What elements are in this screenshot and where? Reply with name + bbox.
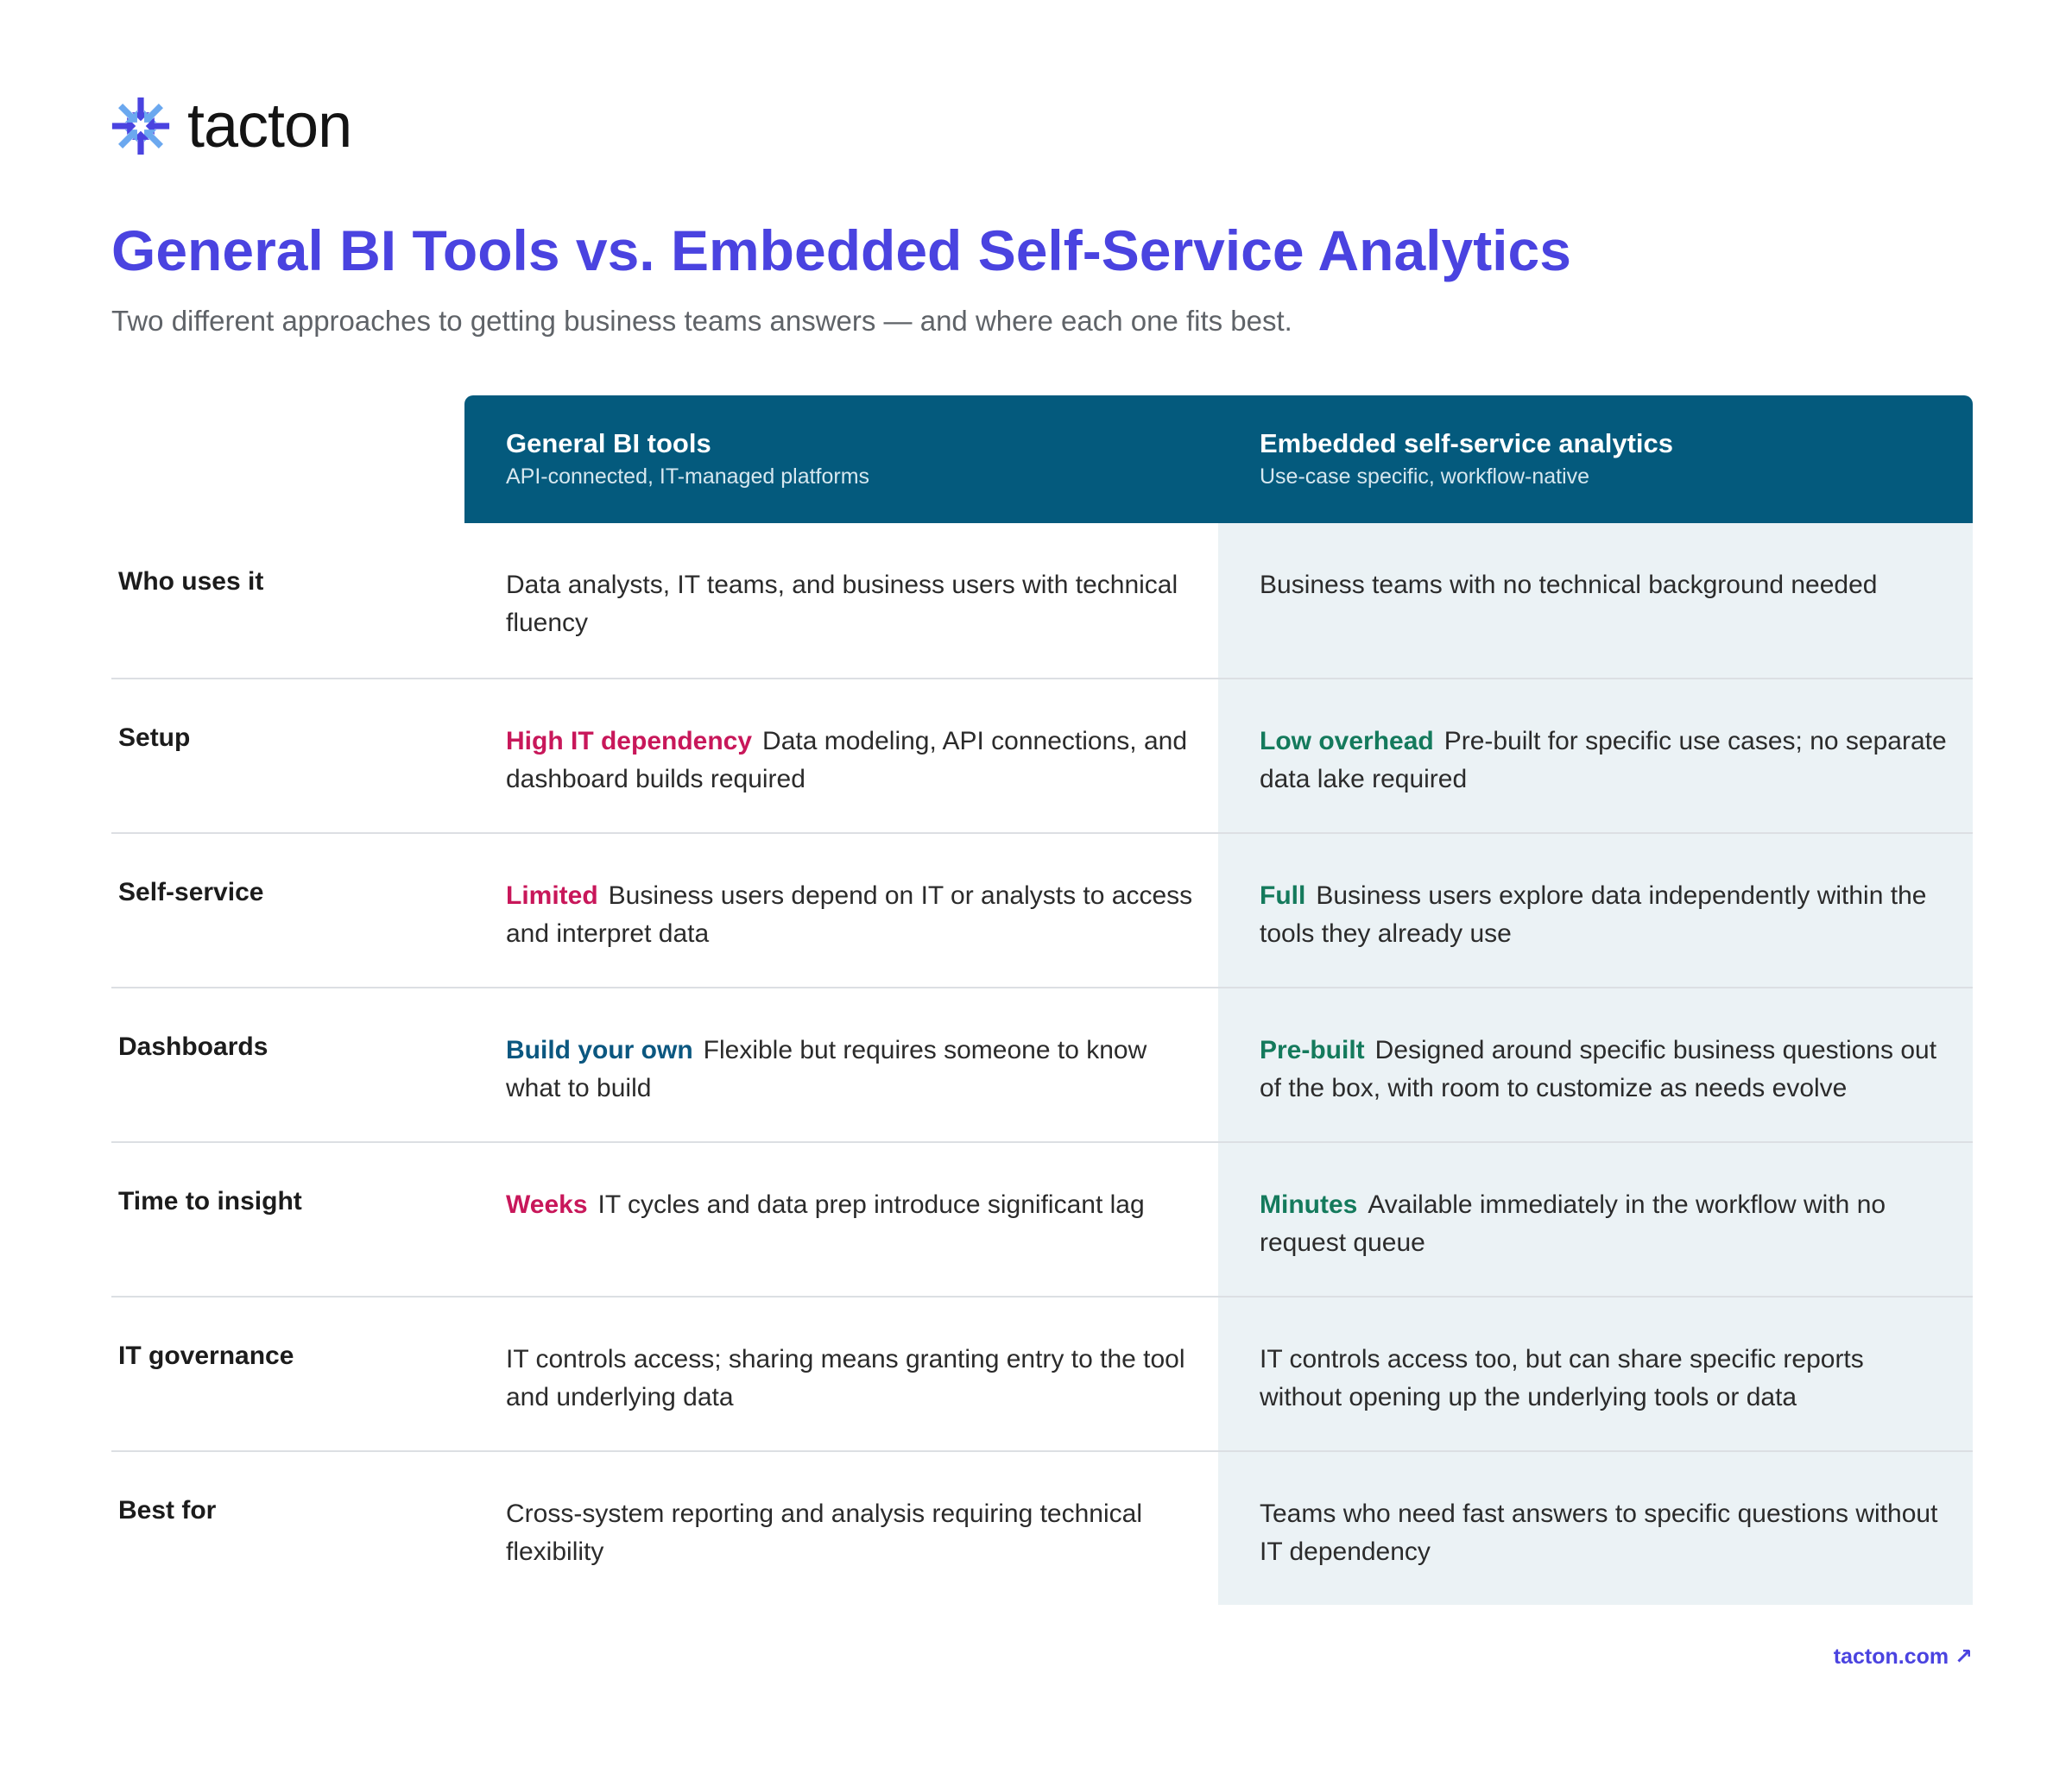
cell-tag: Low overhead <box>1260 727 1434 755</box>
column-title: Embedded self-service analytics <box>1260 428 1674 458</box>
row-label: IT governance <box>118 1342 294 1370</box>
table-row <box>111 1450 1973 1605</box>
cell-text: Available immediately in the workflow with no request queue <box>1260 1190 1886 1257</box>
page-title: General BI Tools vs. Embedded Self-Service Analytics <box>111 218 1571 282</box>
column-header-embedded-analytics <box>1260 426 1673 492</box>
row-label: Setup <box>118 723 191 752</box>
table-row <box>111 1296 1973 1450</box>
embedded-cell <box>1260 566 1950 604</box>
table-row <box>111 832 1973 987</box>
row-label: Best for <box>118 1496 217 1525</box>
table-row <box>111 987 1973 1141</box>
table-row <box>111 523 1973 678</box>
column-header-general-bi <box>506 426 869 492</box>
embedded-cell <box>1260 723 1950 799</box>
column-subtitle: API-connected, IT-managed platforms <box>506 464 870 489</box>
row-label: Dashboards <box>118 1032 268 1061</box>
row-label: Who uses it <box>118 567 264 596</box>
column-title: General BI tools <box>506 428 711 458</box>
cell-text: Data analysts, IT teams, and business users with technical fluency <box>506 571 1178 637</box>
column-subtitle: Use-case specific, workflow-native <box>1260 464 1590 489</box>
general-bi-cell <box>506 1186 1197 1224</box>
general-bi-cell <box>506 1341 1197 1417</box>
cell-tag: Minutes <box>1260 1190 1358 1219</box>
general-bi-cell <box>506 1495 1197 1571</box>
tacton-arrows-logo-icon <box>110 95 172 157</box>
cell-text: Pre-built for specific use cases; no separate data lake required <box>1260 727 1947 793</box>
cell-text: Business users depend on IT or analysts to access and interpret data <box>506 881 1193 948</box>
cell-tag: Build your own <box>506 1036 693 1064</box>
brand-logo[interactable] <box>110 92 352 161</box>
brand-wordmark: tacton <box>187 92 352 161</box>
cell-text: IT cycles and data prep introduce significant lag <box>597 1190 1145 1219</box>
cell-text: Flexible but requires someone to know what to build <box>506 1036 1147 1102</box>
row-label: Time to insight <box>118 1187 302 1216</box>
cell-text: Business users explore data independently within the tools they already use <box>1260 881 1927 948</box>
cell-tag: Pre-built <box>1260 1036 1365 1064</box>
general-bi-cell <box>506 566 1197 642</box>
cell-tag: Limited <box>506 881 598 910</box>
general-bi-cell <box>506 723 1197 799</box>
embedded-cell <box>1260 1341 1950 1417</box>
embedded-cell <box>1260 1032 1950 1108</box>
cell-tag: Full <box>1260 881 1306 910</box>
table-row <box>111 1141 1973 1296</box>
cell-tag: Weeks <box>506 1190 588 1219</box>
general-bi-cell <box>506 1032 1197 1108</box>
cell-text: IT controls access; sharing means granting entry to the tool and underlying data <box>506 1345 1185 1411</box>
cell-text: IT controls access too, but can share specific reports without opening up the underlying tools or data <box>1260 1345 1864 1411</box>
cell-text: Cross-system reporting and analysis requiring technical flexibility <box>506 1500 1142 1566</box>
table-header <box>111 395 1973 523</box>
general-bi-cell <box>506 877 1197 953</box>
page-subtitle: Two different approaches to getting business teams answers — and where each one fits best. <box>111 305 1292 337</box>
embedded-cell <box>1260 1495 1950 1571</box>
embedded-cell <box>1260 877 1950 953</box>
website-link[interactable]: tacton.com ↗ <box>1833 1645 1973 1669</box>
cell-text: Teams who need fast answers to specific questions without IT dependency <box>1260 1500 1938 1566</box>
cell-text: Business teams with no technical background needed <box>1260 571 1878 599</box>
cell-text: Data modeling, API connections, and dashboard builds required <box>506 727 1188 793</box>
table-row <box>111 678 1973 832</box>
embedded-cell <box>1260 1186 1950 1262</box>
comparison-table <box>111 395 1973 1605</box>
row-label: Self-service <box>118 878 264 906</box>
cell-tag: High IT dependency <box>506 727 753 755</box>
cell-text: Designed around specific business questions out of the box, with room to customize as needs evolve <box>1260 1036 1937 1102</box>
